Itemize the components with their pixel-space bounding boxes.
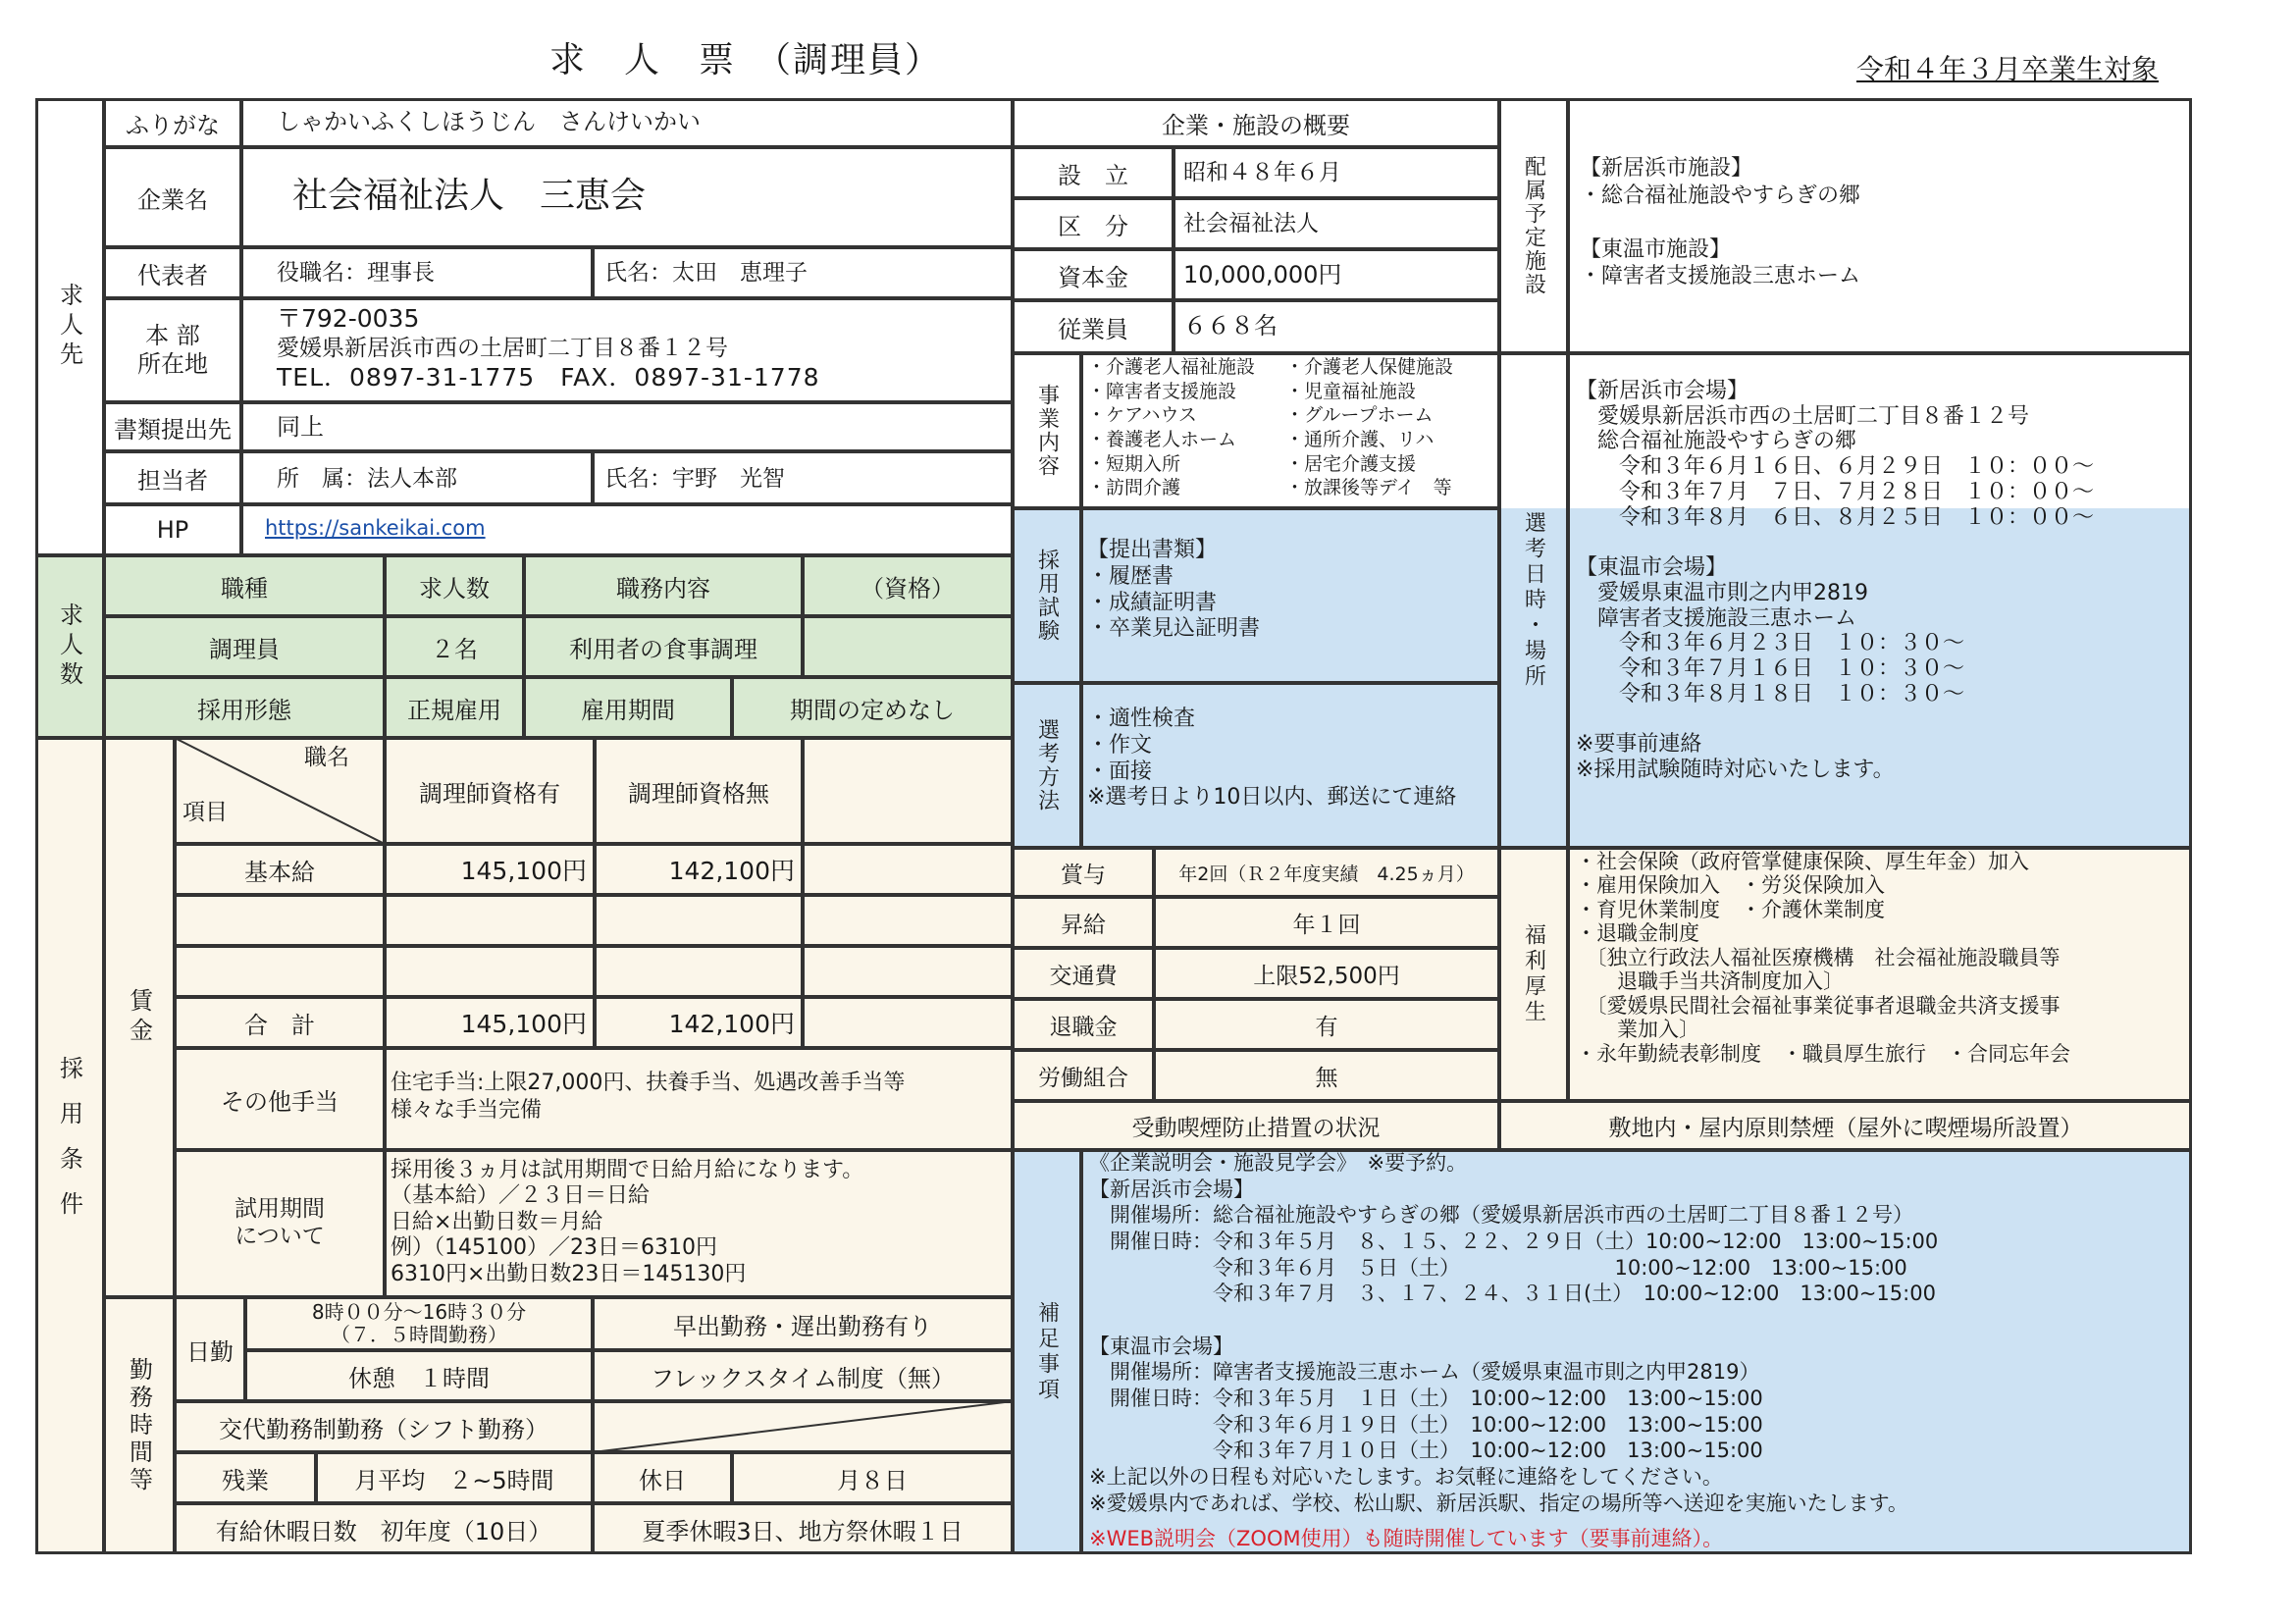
overview-employees: ６６８名 [1183,312,1278,340]
diagonal-line [175,738,385,844]
contact-name: 氏名：宇野 光智 [604,466,785,492]
overview-label-type: 区 分 [1013,198,1174,249]
openings-job: 調理員 [104,616,385,677]
period-value: 期間の定めなし [732,677,1013,738]
overtime-value: 月平均 ２~5時間 [316,1452,593,1503]
rep-label: 代表者 [104,247,241,298]
employer-section-label: 求人先 [35,98,104,555]
exam-docs-text: 【提出書類】 ・履歴書 ・成績証明書 ・卒業見込証明書 [1087,538,1261,642]
overview-label-founded: 設 立 [1013,147,1174,198]
hp-label: HP [104,504,241,555]
diag-bottom-label: 項目 [183,800,228,825]
day-shift-label: 日勤 [175,1297,245,1401]
openings-qual [803,616,1013,677]
assignment-label: 配属予定施設 [1499,98,1568,353]
raise-value: 年１回 [1154,897,1499,948]
openings-duty: 利用者の食事調理 [524,616,803,677]
supplement-text: 《企業説明会・施設見学会》 ※要予約。 【新居浜市会場】 開催場所：総合福祉施設やすらぎの郷（愛媛県新居浜市西の土居町二丁目８番１２号） 開催日時：令和３年５月 ８、１５、２２、２９日（土）10:00~12:00 13:00~15:00 令和３年６月 ５日（土） 10:00~12:00 13:00~15:00 令和３年７月 ３、１７、２４、３１日(土） 10:00~12:00 13:00~15:00 【東温市会場】 開催場所：障害者支援施設三恵ホーム（愛媛県東温市則之内甲2819） 開催日時：令和３年５月 １日（土） 10:00~12:00 13:00~15:00 令和３年６月１９日（土） 10:00~12:00 13:00~15:00 令和３年７月１０日（土） 10:00~12:00 13:00~15:00 ※上記以外の日程も対応いたします。お気軽に連絡をしてください。 ※愛媛県内であれば、学校、松山駅、新居浜駅、指定の場所等へ送迎を実施いたします。 [1089,1151,1939,1515]
shift-work: 交代勤務制勤務（シフト勤務） [175,1401,593,1452]
overtime-label: 残業 [175,1452,316,1503]
docs-label: 書類提出先 [104,402,241,451]
wage-row-blank-1-a [385,895,595,946]
contact-dept: 所 属：法人本部 [277,466,457,492]
total-3 [803,997,1013,1048]
total-1: 145,100円 [385,997,595,1048]
openings-h-count: 求人数 [385,555,524,616]
overview-label-capital: 資本金 [1013,249,1174,300]
wage-col1-header: 調理師資格有 [385,738,595,844]
wage-row-blank-1-b [595,895,803,946]
wage-row-blank-2-a [385,946,595,997]
schedule-label: 選考日時・場所 [1499,353,1568,848]
openings-count: ２名 [385,616,524,677]
wage-row-blank-2-label [175,946,385,997]
hq-tel-fax: TEL．0897-31-1775 FAX．0897-31-1778 [277,363,820,392]
business-label: 事業内容 [1013,353,1081,508]
overview-founded: 昭和４８年６月 [1183,160,1341,185]
exam-docs-label: 採用試験 [1013,508,1081,683]
hp-link[interactable]: https://sankeikai.com [265,516,486,540]
hq-postal: 〒792-0035 [277,304,420,333]
docs-value: 同上 [277,413,324,441]
conditions-section-label: 採用条件 [35,738,104,1554]
schedule-text: 【新居浜市会場】 愛媛県新居浜市西の土居町二丁目８番１２号 総合福祉施設やすらぎの郷 令和３年６月１６日、６月２９日 １０：００～ 令和３年７月 ７日、７月２８日 １０：００～ 令和３年８月 ６日、８月２５日 １０：００～ 【東温市会場】 愛媛県東温市則之内甲2819 障害者支援施設三恵ホーム 令和３年６月２３日 １０：３０～ 令和３年７月１６日 １０：３０～ 令和３年８月１８日 １０：３０～ ※要事前連絡 ※採用試験随時対応いたします。 [1576,379,2095,783]
wage-row-blank-2-b [595,946,803,997]
method-label: 選考方法 [1013,683,1081,848]
form-label: 採用形態 [104,677,385,738]
contact-label: 担当者 [104,451,241,504]
flex-time: フレックスタイム制度（無） [593,1350,1013,1401]
overview-capital: 10,000,000円 [1183,261,1342,288]
wage-row-blank-1-label [175,895,385,946]
furigana-value: しゃかいふくしほうじん さんけいかい [277,108,701,135]
openings-h-qual: （資格） [803,555,1013,616]
transport-label: 交通費 [1013,948,1154,999]
smoking-label: 受動喫煙防止措置の状況 [1013,1101,1499,1150]
openings-h-duty: 職務内容 [524,555,803,616]
smoking-value: 敷地内・屋内原則禁煙（屋外に喫煙場所設置） [1499,1101,2192,1150]
wage-col2-header: 調理師資格無 [595,738,803,844]
bonus-label: 賞与 [1013,848,1154,897]
other-allowance-label: その他手当 [175,1048,385,1150]
rep-name: 氏名：太田 恵理子 [604,260,808,286]
paid-leave-extra: 夏季休暇3日、地方祭休暇１日 [593,1503,1013,1554]
business-list-right: ・介護老人保健施設 ・児童福祉施設 ・グループホーム ・通所介護、リハ ・居宅介護支援 ・放課後等デイ 等 [1285,356,1454,499]
wage-row-blank-2-c [803,946,1013,997]
total-label: 合 計 [175,997,385,1048]
docs-cell [241,402,1013,451]
overview-label-employees: 従業員 [1013,300,1174,353]
wage-col3-header [803,738,1013,844]
trial-label: 試用期間 について [175,1150,385,1297]
overview-type: 社会福祉法人 [1183,211,1319,236]
total-2: 142,100円 [595,997,803,1048]
period-label: 雇用期間 [524,677,732,738]
hq-address: 愛媛県新居浜市西の土居町二丁目８番１２号 [277,336,728,361]
paid-leave: 有給休暇日数 初年度（10日） [175,1503,593,1554]
holiday-label: 休日 [593,1452,732,1503]
welfare-label: 福利厚生 [1499,848,1568,1101]
business-list-left: ・介護老人福祉施設 ・障害者支援施設 ・ケアハウス ・養護老人ホーム ・短期入所 ・訪問介護 [1087,356,1256,499]
web-session-note: ※WEB説明会（ZOOM使用）も随時開催しています（要事前連絡）。 [1089,1527,1724,1550]
rep-title: 役職名：理事長 [277,260,435,286]
break-time: 休憩 １時間 [245,1350,593,1401]
hours-label: 勤務時間等 [104,1297,175,1554]
base-pay-2: 142,100円 [595,844,803,895]
hq-label: 本 部 所在地 [104,298,241,402]
document-title: 求 人 票 （調理員） [549,40,943,80]
assignment-text: 【新居浜市施設】 ・総合福祉施設やすらぎの郷 【東温市施設】 ・障害者支援施設三恵ホーム [1580,156,1861,288]
openings-h-job: 職種 [104,555,385,616]
bonus-value: 年2回（Ｒ２年度実績 4.25ヵ月） [1154,848,1499,897]
union-label: 労働組合 [1013,1050,1154,1101]
other-allowance-text: 住宅手当:上限27,000円、扶養手当、処遇改善手当等 様々な手当完備 [391,1071,906,1123]
form-value: 正規雇用 [385,677,524,738]
shift-work-blank [593,1401,1013,1452]
openings-section-label: 求人数 [35,555,104,738]
raise-label: 昇給 [1013,897,1154,948]
trial-text: 採用後３ヵ月は試用期間で日給月給になります。 （基本給）／２３日＝日給 日給×出勤日数＝月給 例）（145100）／23日＝6310円 6310円×出勤日数23日＝145130円 [391,1158,864,1286]
base-pay-label: 基本給 [175,844,385,895]
company-label: 企業名 [104,147,241,247]
day-shift-note: 早出勤務・遅出勤務有り [593,1297,1013,1350]
holiday-value: 月８日 [732,1452,1013,1503]
day-shift-hours: 8時００分～16時３０分 （７．５時間勤務） [245,1297,593,1350]
method-text: ・適性検査 ・作文 ・面接 ※選考日より10日以内、郵送にて連絡 [1087,707,1457,811]
wage-row-blank-1-c [803,895,1013,946]
overview-header: 企業・施設の概要 [1013,98,1499,147]
diag-top-label: 職名 [304,745,349,770]
company-name: 社会福祉法人 三恵会 [292,176,647,216]
supplement-label: 補足事項 [1013,1150,1081,1554]
union-value: 無 [1154,1050,1499,1101]
target-graduates: 令和４年３月卒業生対象 [1856,53,2160,85]
transport-value: 上限52,500円 [1154,948,1499,999]
wage-diagonal-cell [175,738,385,844]
base-pay-3 [803,844,1013,895]
base-pay-1: 145,100円 [385,844,595,895]
furigana-label: ふりがな [104,98,241,147]
wage-label: 賃金 [104,738,175,1297]
shift-diagonal-line [593,1401,1013,1452]
retirement-value: 有 [1154,999,1499,1050]
retirement-label: 退職金 [1013,999,1154,1050]
welfare-text: ・社会保険（政府管掌健康保険、厚生年金）加入 ・雇用保険加入 ・労災保険加入 ・育児休業制度 ・介護休業制度 ・退職金制度 〔独立行政法人福祉医療機構 社会福祉施設職員等 退職手当共済制度加入〕 〔愛媛県民間社会福祉事業従事者退職金共済支援事 業加入〕 ・永年勤続表彰制度 ・職員厚生旅行 ・合同忘年会 [1576,850,2070,1066]
